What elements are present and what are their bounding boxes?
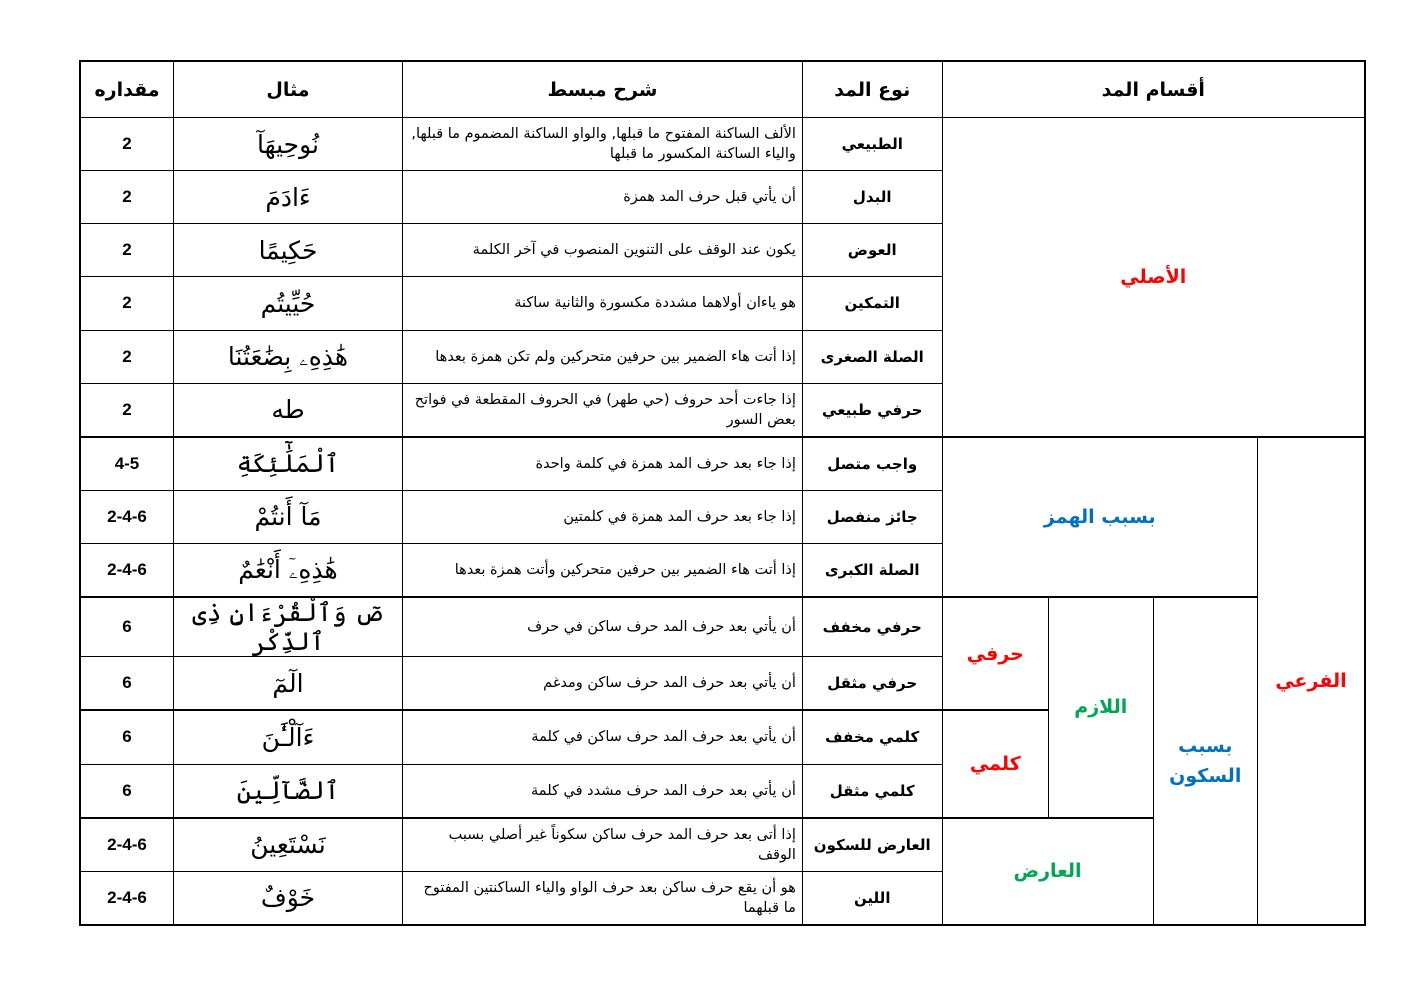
category-lazim: اللازم [1049, 597, 1153, 818]
madd-example: ءَادَمَ [173, 171, 402, 224]
madd-description: أن يأتي بعد حرف المد حرف ساكن ومدغم [403, 657, 803, 711]
madd-description: إذا أتى بعد حرف المد حرف ساكن سكوناً غير أصلي بسبب الوقف [403, 818, 803, 872]
madd-description: هو ياءان أولاهما مشددة مكسورة والثانية ساكنة [403, 277, 803, 330]
madd-example: ٱلضَّآلِّينَ [173, 764, 402, 818]
madd-type: حرفي مثقل [802, 657, 942, 711]
category-sukun [1153, 597, 1257, 925]
madd-example: صٓ وَٱلْقُرْءَانِ ذِى ٱلذِّكْرِ [173, 597, 402, 657]
header-row [80, 61, 1365, 118]
madd-description: أن يأتي بعد حرف المد حرف مشدد في كلمة [403, 764, 803, 818]
header-explanation: شرح مبسط [403, 61, 803, 118]
madd-description: إذا جاء بعد حرف المد همزة في كلمتين [403, 490, 803, 543]
madd-example: نَسْتَعِينُ [173, 818, 402, 872]
header-type: نوع المد [802, 61, 942, 118]
madd-amount: 2 [80, 171, 173, 224]
madd-description: إذا أتت هاء الضمير بين حرفين متحركين ولم تكن همزة بعدها [403, 330, 803, 383]
madd-example: مَآ أَنتُمْ [173, 490, 402, 543]
madd-type: الطبيعي [802, 118, 942, 171]
category-aarid: العارض [942, 818, 1153, 925]
madd-description: إذا أتت هاء الضمير بين حرفين متحركين وأتت همزة بعدها [403, 544, 803, 598]
madd-amount: 2-4-6 [80, 490, 173, 543]
table-row [80, 597, 1365, 657]
header-sections: أقسام المد [942, 61, 1365, 118]
category-harfi: حرفي [942, 597, 1049, 710]
madd-example: حَكِيمًا [173, 224, 402, 277]
madd-description: إذا جاء بعد حرف المد همزة في كلمة واحدة [403, 437, 803, 491]
madd-example: هَٰذِهِۦٓ أَنْعَٰمٌ [173, 544, 402, 598]
madd-amount: 2-4-6 [80, 871, 173, 925]
madd-amount: 6 [80, 597, 173, 657]
madd-example: هَٰذِهِۦ بِضَٰعَتُنَا [173, 330, 402, 383]
madd-table [79, 60, 1366, 926]
madd-example: الٓمٓ [173, 657, 402, 711]
madd-description: هو أن يقع حرف ساكن بعد حرف الواو والياء الساكنتين المفتوح ما قبلهما [403, 871, 803, 925]
madd-description: أن يأتي بعد حرف المد حرف ساكن في حرف [403, 597, 803, 657]
madd-type: جائز منفصل [802, 490, 942, 543]
madd-type: البدل [802, 171, 942, 224]
madd-amount: 4-5 [80, 437, 173, 491]
madd-type: حرفي مخفف [802, 597, 942, 657]
madd-type: اللين [802, 871, 942, 925]
madd-type: كلمي مثقل [802, 764, 942, 818]
madd-amount: 2 [80, 118, 173, 171]
madd-description: إذا جاءت أحد حروف (حي طهر) في الحروف المقطعة في فواتح بعض السور [403, 383, 803, 437]
madd-amount: 2 [80, 383, 173, 437]
madd-type: واجب متصل [802, 437, 942, 491]
madd-amount: 2 [80, 224, 173, 277]
madd-amount: 2-4-6 [80, 818, 173, 872]
header-example: مثال [173, 61, 402, 118]
category-hamz: بسبب الهمز [942, 437, 1257, 597]
madd-example: ٱلْمَلَٰٓئِكَةِ [173, 437, 402, 491]
header-amount: مقداره [80, 61, 173, 118]
madd-amount: 2 [80, 277, 173, 330]
madd-example: ءَآلْـَٰٔنَ [173, 710, 402, 764]
madd-type: العوض [802, 224, 942, 277]
category-asli: الأصلي [942, 118, 1365, 437]
madd-type: التمكين [802, 277, 942, 330]
madd-example: حُيِّيتُم [173, 277, 402, 330]
madd-example: طه [173, 383, 402, 437]
madd-type: الصلة الصغرى [802, 330, 942, 383]
madd-type: كلمي مخفف [802, 710, 942, 764]
category-kalimi: كلمي [942, 710, 1049, 817]
madd-type: الصلة الكبرى [802, 544, 942, 598]
madd-type: حرفي طبيعي [802, 383, 942, 437]
madd-amount: 2 [80, 330, 173, 383]
madd-description: يكون عند الوقف على التنوين المنصوب في آخر الكلمة [403, 224, 803, 277]
madd-type: العارض للسكون [802, 818, 942, 872]
madd-description: أن يأتي قبل حرف المد همزة [403, 171, 803, 224]
category-sukun-label: بسبب السكون [1169, 735, 1242, 788]
table-row [80, 118, 1365, 171]
madd-amount: 6 [80, 710, 173, 764]
madd-amount: 2-4-6 [80, 544, 173, 598]
madd-description: أن يأتي بعد حرف المد حرف ساكن في كلمة [403, 710, 803, 764]
madd-amount: 6 [80, 764, 173, 818]
madd-description: الألف الساكنة المفتوح ما قبلها, والواو الساكنة المضموم ما قبلها, والياء الساكنة المكسور ما قبلها [403, 118, 803, 171]
madd-amount: 6 [80, 657, 173, 711]
category-fari: الفرعي [1258, 437, 1366, 925]
madd-example: خَوْفٌ [173, 871, 402, 925]
madd-example: نُوحِيهَآ [173, 118, 402, 171]
table-row [80, 437, 1365, 491]
